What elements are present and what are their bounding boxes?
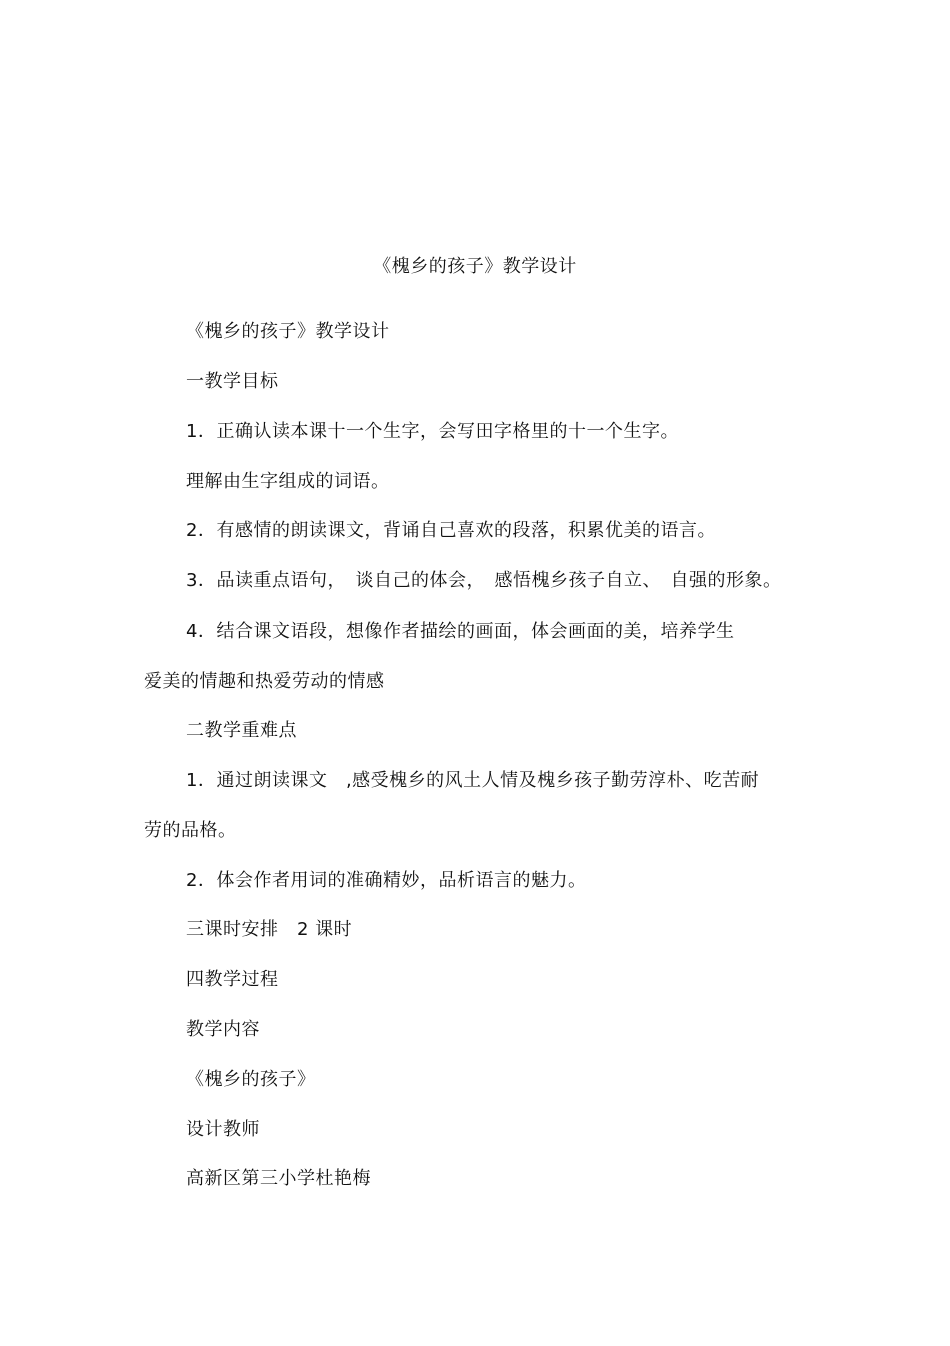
goal-item-1: 1．正确认读本课十一个生字，会写田字格里的十一个生字。 [186,421,679,442]
section-heading-key: 二教学重难点 [186,720,297,741]
goal-item-2: 2．有感情的朗读课文，背诵自己喜欢的段落，积累优美的语言。 [186,520,716,541]
key-item-2: 2．体会作者用词的准确精妙，品析语言的魅力。 [186,870,587,891]
goal-item-4: 4．结合课文语段，想像作者描绘的画面，体会画面的美，培养学生 [186,621,735,642]
goal-item-3: 3．品读重点语句， 谈自己的体会， 感悟槐乡孩子自立、 自强的形象。 [186,570,782,591]
section-schedule: 三课时安排 2 课时 [186,919,353,940]
key-item-1: 1．通过朗读课文 ,感受槐乡的风土人情及槐乡孩子勤劳淳朴、吃苦耐 [186,770,760,791]
label-content: 教学内容 [186,1019,260,1040]
goal-item-1-cont: 理解由生字组成的词语。 [186,471,390,492]
key-item-1-cont: 劳的品格。 [144,820,237,841]
document-title: 《槐乡的孩子》教学设计 [373,256,577,277]
value-content: 《槐乡的孩子》 [186,1069,316,1090]
goal-item-4-cont: 爱美的情趣和热爱劳动的情感 [144,671,385,692]
heading-repeat: 《槐乡的孩子》教学设计 [186,321,390,342]
value-teacher: 高新区第三小学杜艳梅 [186,1168,371,1189]
label-teacher: 设计教师 [186,1119,260,1140]
section-heading-goals: 一教学目标 [186,371,279,392]
section-process: 四教学过程 [186,969,279,990]
